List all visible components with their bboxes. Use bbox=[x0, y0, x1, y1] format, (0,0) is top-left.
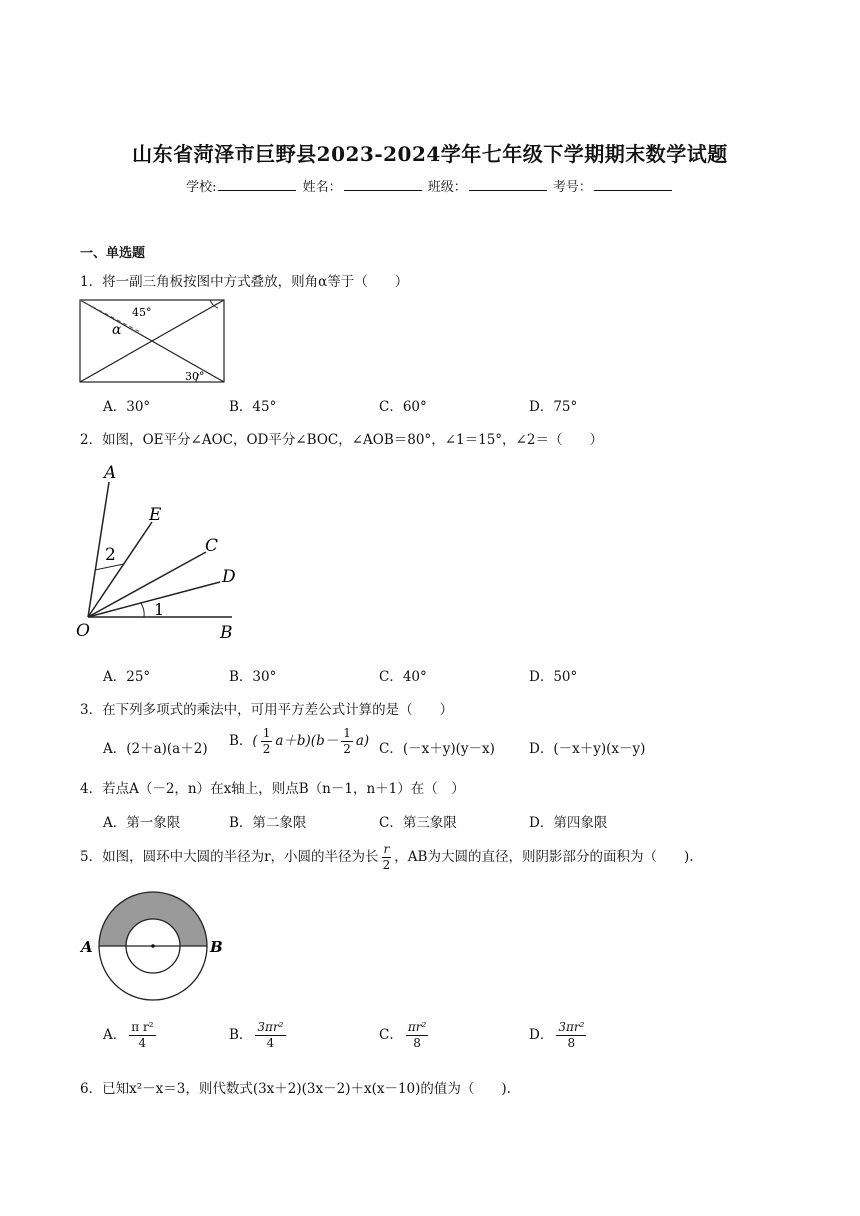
question-4 bbox=[80, 777, 465, 797]
numerator: 1 bbox=[343, 726, 351, 740]
dashed-line bbox=[80, 300, 140, 332]
question-text: 在下列多项式的乘法中，可用平方差公式计算的是（ ） bbox=[102, 702, 454, 718]
numerator: πr² bbox=[407, 1020, 427, 1034]
q3-option-d[interactable]: D．(－x＋y)(x－y) bbox=[529, 741, 646, 757]
numerator: 3πr² bbox=[558, 1020, 585, 1034]
name-label: 姓名： bbox=[302, 180, 342, 195]
q4-option-c[interactable]: C．第三象限 bbox=[379, 815, 457, 831]
angle-45-label: 45° bbox=[132, 306, 152, 319]
point-b-label: B bbox=[210, 938, 223, 956]
question-number: 1． bbox=[80, 274, 103, 290]
number-blank[interactable] bbox=[594, 178, 672, 191]
angle-1-label: 1 bbox=[154, 600, 165, 619]
question-3 bbox=[80, 698, 453, 718]
school-blank[interactable] bbox=[218, 178, 296, 191]
expr-part: ( bbox=[252, 733, 258, 749]
q4-option-a[interactable]: A．第一象限 bbox=[103, 815, 181, 831]
student-info-line bbox=[0, 176, 860, 195]
numerator: 1 bbox=[262, 726, 271, 740]
q1-triangle-figure bbox=[78, 296, 228, 386]
denominator: 8 bbox=[413, 1036, 421, 1050]
numerator: π r² bbox=[131, 1020, 154, 1034]
school-label: 学校: bbox=[186, 180, 217, 195]
point-d-label: D bbox=[222, 567, 236, 587]
option-label: A． bbox=[103, 1027, 127, 1043]
question-text: 将一副三角板按图中方式叠放，则角α等于（ ） bbox=[102, 274, 409, 290]
q3-option-a[interactable]: A．(2＋a)(a＋2) bbox=[103, 741, 208, 757]
fraction bbox=[406, 1020, 428, 1051]
option-label: D． bbox=[529, 1027, 554, 1043]
question-number: 4． bbox=[80, 781, 103, 797]
denominator: 2 bbox=[343, 742, 351, 756]
denominator: 2 bbox=[262, 742, 271, 756]
q4-option-b[interactable]: B．第二象限 bbox=[229, 815, 307, 831]
fraction-r-over-2 bbox=[382, 842, 392, 873]
denominator: 4 bbox=[266, 1036, 275, 1050]
q5-option-c[interactable] bbox=[379, 1020, 431, 1051]
point-e-label: E bbox=[149, 505, 162, 525]
question-number: 6． bbox=[80, 1081, 103, 1097]
q3-option-c[interactable]: C．(－x＋y)(y－x) bbox=[379, 741, 495, 757]
point-a-label: A bbox=[81, 938, 93, 956]
q3-option-b[interactable] bbox=[229, 726, 369, 757]
class-label: 班级： bbox=[427, 180, 467, 195]
q1-option-d[interactable]: D．75° bbox=[529, 399, 578, 415]
angle-2-label: 2 bbox=[105, 545, 116, 565]
question-number: 3． bbox=[80, 702, 103, 718]
numerator: 3πr² bbox=[257, 1020, 284, 1034]
point-b-label: B bbox=[220, 623, 233, 642]
option-label: B． bbox=[229, 1027, 253, 1043]
option-label: C． bbox=[379, 1027, 403, 1043]
center-dot bbox=[151, 944, 155, 948]
q2-option-c[interactable]: C．40° bbox=[379, 669, 427, 685]
angle-1-arc bbox=[141, 603, 144, 617]
numerator: r bbox=[383, 842, 390, 856]
section-heading: 一、单选题 bbox=[80, 246, 146, 261]
q5-option-b[interactable] bbox=[229, 1020, 289, 1051]
fraction bbox=[255, 1020, 285, 1051]
fraction bbox=[129, 1020, 155, 1051]
q5-annulus-figure bbox=[78, 888, 228, 1008]
point-a-label: A bbox=[104, 463, 117, 483]
page-title: 山东省菏泽市巨野县2023-2024学年七年级下学期期末数学试题 bbox=[132, 142, 728, 166]
q1-option-a[interactable]: A．30° bbox=[103, 399, 151, 415]
fraction-half bbox=[341, 726, 353, 757]
point-c-label: C bbox=[205, 536, 219, 556]
q2-option-d[interactable]: D．50° bbox=[529, 669, 578, 685]
q4-option-d[interactable]: D．第四象限 bbox=[529, 815, 608, 831]
question-text-b: ，AB为大圆的直径，则阴影部分的面积为（ ). bbox=[394, 849, 694, 865]
question-number: 2． bbox=[80, 432, 103, 448]
q2-option-b[interactable]: B．30° bbox=[229, 669, 277, 685]
denominator: 2 bbox=[382, 858, 391, 872]
question-text: 若点A（－2，n）在x轴上，则点B（n－1，n＋1）在（ ） bbox=[102, 781, 465, 797]
fraction bbox=[556, 1020, 586, 1051]
question-2 bbox=[80, 428, 603, 448]
option-label: B． bbox=[229, 733, 253, 749]
q1-option-b[interactable]: B．45° bbox=[229, 399, 277, 415]
number-label: 考号： bbox=[552, 180, 592, 195]
question-number: 5． bbox=[80, 849, 103, 865]
fraction-half bbox=[261, 726, 273, 757]
denominator: 8 bbox=[567, 1036, 576, 1050]
question-5 bbox=[80, 842, 694, 873]
expr-part: a＋b)(b－ bbox=[275, 733, 339, 749]
point-o-label: O bbox=[76, 621, 90, 641]
q5-option-d[interactable] bbox=[529, 1020, 589, 1051]
q2-angle-figure bbox=[74, 462, 244, 642]
question-text: 已知x²－x＝3，则代数式(3x＋2)(3x－2)＋x(x－10)的值为（ ). bbox=[102, 1081, 511, 1097]
q2-option-a[interactable]: A．25° bbox=[103, 669, 151, 685]
expr-part: a) bbox=[355, 733, 370, 749]
question-text-a: 如图，圆环中大圆的半径为r，小圆的半径为长 bbox=[102, 849, 379, 865]
denominator: 4 bbox=[138, 1036, 147, 1050]
name-blank[interactable] bbox=[344, 178, 422, 191]
angle-30-label: 30° bbox=[185, 370, 205, 383]
question-1 bbox=[80, 270, 408, 290]
class-blank[interactable] bbox=[469, 178, 547, 191]
question-6 bbox=[80, 1077, 511, 1097]
q5-option-a[interactable] bbox=[103, 1020, 159, 1051]
alpha-label: α bbox=[112, 322, 122, 338]
q1-option-c[interactable]: C．60° bbox=[379, 399, 427, 415]
question-text: 如图，OE平分∠AOC，OD平分∠BOC，∠AOB＝80°，∠1＝15°，∠2＝（ ） bbox=[102, 432, 603, 448]
